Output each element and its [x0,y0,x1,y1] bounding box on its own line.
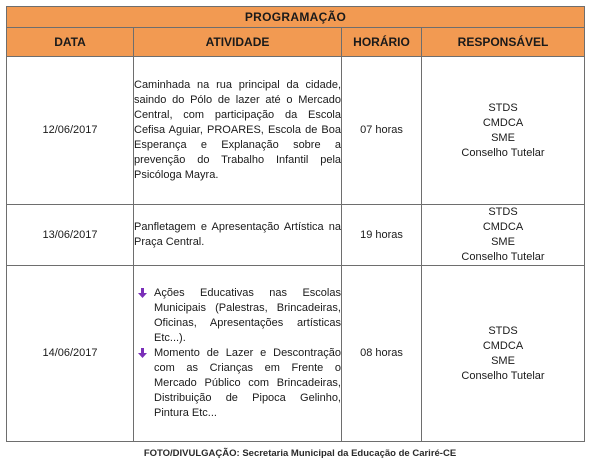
photo-credit: FOTO/DIVULGAÇÃO: Secretaria Municipal da Educação de Cariré-CE [143,448,457,459]
list-item-text: Ações Educativas nas Escolas Municipais (Palestras, Brincadeiras, Oficinas, Apresentações artísticas Etc...). [154,287,341,344]
header-horario: HORÁRIO [342,28,422,57]
responsible-item: Conselho Tutelar [461,251,545,263]
arrow-down-bullet-icon [138,348,147,358]
row-time: 07 horas [342,57,422,205]
table-title: PROGRAMAÇÃO [7,7,585,28]
row-time: 19 horas [342,205,422,266]
row-date: 14/06/2017 [7,266,134,442]
header-data: DATA [7,28,134,57]
table-title-row [7,7,585,28]
responsible-item: STDS [488,206,518,218]
row-time: 08 horas [342,266,422,442]
list-item-text: Momento de Lazer e Descontração com as Crianças em Frente o Mercado Público com Brincadeiras, Distribuição de Pipoca Gelinho, Pintura Etc... [154,347,341,419]
table-row [7,205,585,266]
responsible-item: SME [491,131,515,144]
responsible-item: CMDCA [482,339,524,352]
responsible-item: SME [491,354,515,367]
list-item [154,346,341,421]
activity-list [134,286,341,421]
row-date: 12/06/2017 [7,57,134,205]
row-date: 13/06/2017 [7,205,134,266]
program-table [6,6,585,442]
header-responsavel: RESPONSÁVEL [422,28,585,57]
responsible-item: Conselho Tutelar [461,146,545,159]
row-responsible [422,57,585,205]
responsible-item: CMDCA [482,116,524,129]
table-row [7,57,585,205]
row-activity: Caminhada na rua principal da cidade, saindo do Pólo de lazer até o Mercado Central, com participação da Escola Cefisa Aguiar, PROARES, Escola de Boa Esperança e Explanação sobre a prevenção do Trabalho Infantil pela Psicóloga Mayra. [134,57,342,205]
responsible-item: Conselho Tutelar [461,369,545,382]
responsible-item: STDS [488,324,518,337]
row-responsible [422,266,585,442]
list-item [154,286,341,346]
row-activity [134,266,342,442]
arrow-down-bullet-icon [138,288,147,298]
responsible-item: SME [491,236,515,248]
header-atividade: ATIVIDADE [134,28,342,57]
responsible-item: CMDCA [482,221,524,233]
table-header-row [7,28,585,57]
row-activity: Panfletagem e Apresentação Artística na Praça Central. [134,205,342,266]
table-row [7,266,585,442]
responsible-item: STDS [488,101,518,114]
row-responsible [422,205,585,266]
